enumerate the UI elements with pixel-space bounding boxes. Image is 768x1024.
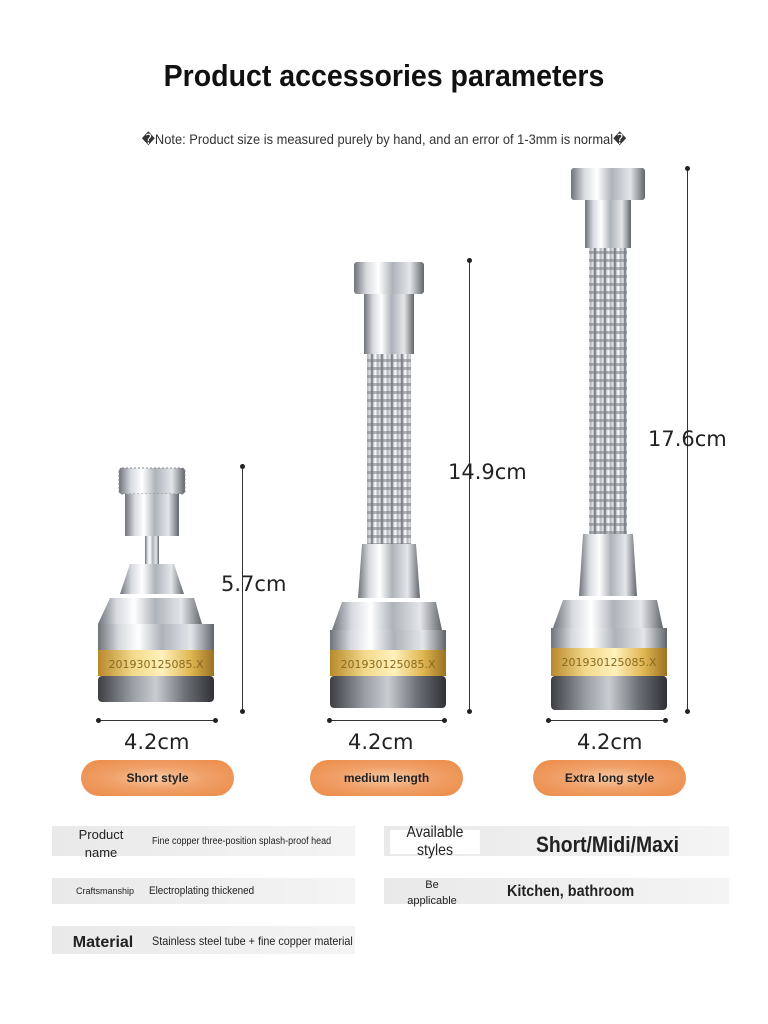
medium-height-line <box>469 260 470 712</box>
product-name-value: Fine copper three-position splash-proof head <box>152 835 332 847</box>
product-name-label: Product name <box>78 827 124 860</box>
extra-long-width-label: 4.2cm <box>577 730 643 754</box>
craftsmanship-label: Craftsmanship <box>75 886 135 896</box>
medium-length-aerator-image <box>322 258 452 714</box>
measurement-note: �Note: Product size is measured purely by hand, and an error of 1-3mm is normal� <box>141 131 627 147</box>
extra-long-style-badge: Extra long style <box>533 760 686 796</box>
medium-width-label: 4.2cm <box>348 730 414 754</box>
applicable-label: Be applicable <box>407 879 457 907</box>
applicable-value: Kitchen, bathroom <box>507 883 635 900</box>
medium-height-label: 14.9cm <box>448 460 527 484</box>
material-value: Stainless steel tube + fine copper material <box>152 934 353 948</box>
engraving-text: 201930125085.X <box>561 656 657 669</box>
medium-length-badge: medium length <box>310 760 463 796</box>
engraving-text: 201930125085.X <box>108 658 204 671</box>
engraving-text: 201930125085.X <box>340 658 436 671</box>
available-styles-label: Available styles <box>390 830 480 854</box>
available-styles-value: Short/Midi/Maxi <box>536 832 680 857</box>
short-height-label: 5.7cm <box>221 572 287 596</box>
short-style-badge: Short style <box>81 760 234 796</box>
short-width-label: 4.2cm <box>124 730 190 754</box>
page-title: Product accessories parameters <box>163 58 605 93</box>
short-width-line <box>98 720 216 721</box>
short-style-aerator-image <box>92 462 222 712</box>
extra-long-height-label: 17.6cm <box>648 427 727 451</box>
extra-long-width-line <box>548 720 666 721</box>
craftsmanship-value: Electroplating thickened <box>149 885 255 897</box>
material-label: Material <box>72 934 134 951</box>
medium-width-line <box>329 720 445 721</box>
